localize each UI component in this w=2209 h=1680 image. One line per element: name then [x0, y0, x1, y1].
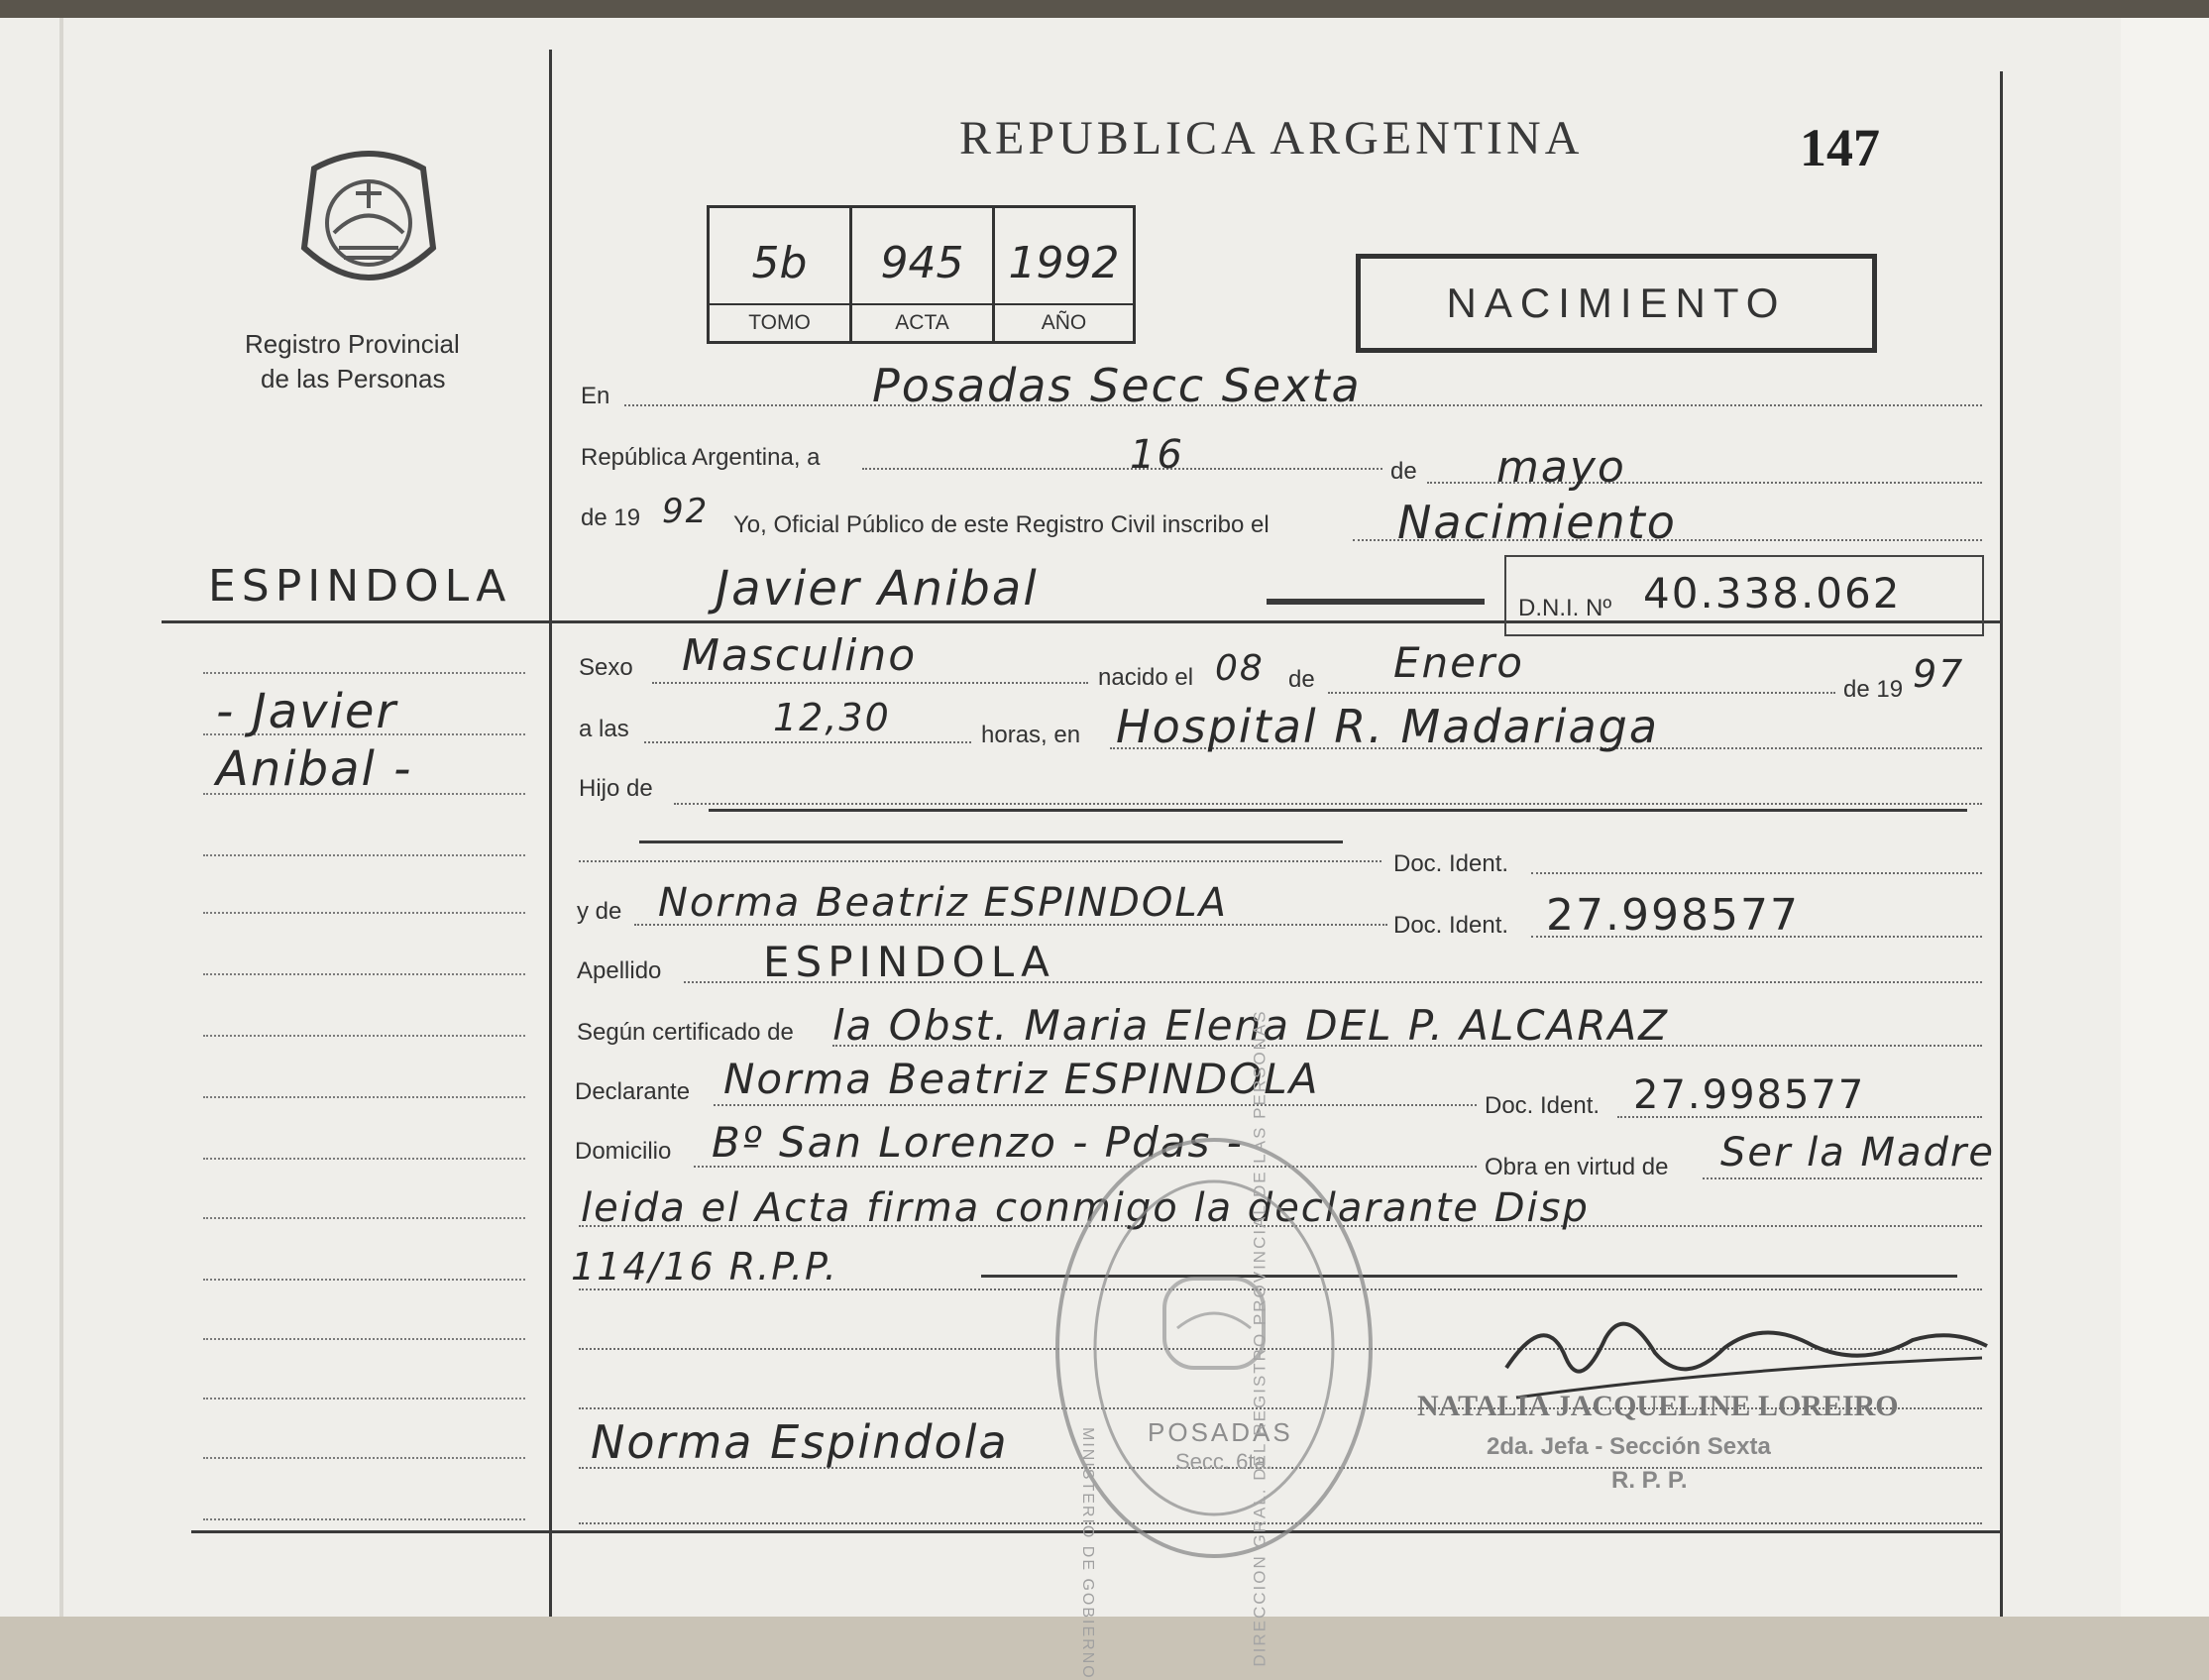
en-value: Posadas Secc Sexta	[872, 359, 1362, 412]
certificado-value: la Obst. Maria Elena DEL P. ALCARAZ	[832, 1001, 1670, 1050]
dni-label: D.N.I. Nº	[1518, 595, 1612, 621]
mother-value: Norma Beatriz ESPINDOLA	[658, 880, 1228, 926]
margin-line	[203, 672, 525, 674]
margin-line	[203, 912, 525, 914]
horas-label: horas, en	[981, 722, 1081, 748]
page-edge	[2121, 18, 2209, 1617]
de19-label-2: de 19	[1843, 676, 1904, 703]
domicilio-value: Bº San Lorenzo - Pdas -	[712, 1118, 1244, 1167]
doc-ident-label-3: Doc. Ident.	[1485, 1092, 1601, 1119]
record-box	[707, 205, 1136, 344]
margin-line	[203, 1158, 525, 1160]
father-doc-dotline	[1531, 872, 1982, 874]
column-divider	[549, 50, 552, 1617]
hijo-dotline	[674, 803, 1982, 805]
record-type-box: NACIMIENTO	[1356, 254, 1877, 353]
day-value: 16	[1130, 432, 1184, 478]
doc-ident-label-2: Doc. Ident.	[1393, 912, 1509, 939]
hour-dotline	[644, 741, 971, 743]
margin-line	[203, 1518, 525, 1520]
margin-line	[203, 1457, 525, 1459]
dni-box	[1504, 555, 1984, 636]
apellido-label: Apellido	[577, 957, 662, 984]
hijo-strike	[709, 809, 1967, 812]
mother-doc: 27.998577	[1546, 890, 1800, 941]
mother-signature: Norma Espindola	[591, 1415, 1009, 1469]
year-suffix: 92	[662, 492, 710, 531]
republica-label: República Argentina, a	[581, 444, 821, 471]
declarante-label: Declarante	[575, 1078, 691, 1105]
margin-line	[203, 1398, 525, 1400]
yde-label: y de	[577, 898, 622, 925]
page-number: 147	[1800, 118, 1880, 177]
stamp-city: POSADAS	[1148, 1417, 1293, 1447]
name-strike	[1267, 599, 1485, 605]
oficial-text: Yo, Oficial Público de este Registro Civil inscribo el	[733, 511, 1270, 538]
declarante-value: Norma Beatriz ESPINDOLA	[723, 1055, 1320, 1103]
place-value: Hospital R. Madariaga	[1116, 700, 1660, 753]
registry-line-1: Registro Provincial	[245, 329, 460, 359]
margin-line	[203, 1279, 525, 1281]
nacido-label: nacido el	[1098, 664, 1194, 691]
inscribo-value: Nacimiento	[1397, 496, 1677, 549]
registry-line-2: de las Personas	[261, 364, 446, 393]
apellido-value: ESPINDOLA	[763, 938, 1055, 986]
de-label-2: de	[1288, 666, 1315, 693]
obra-value: Ser la Madre	[1720, 1130, 1995, 1176]
anio-label: AÑO	[1041, 311, 1087, 334]
hour-value: 12,30	[773, 696, 891, 739]
de19-label: de 19	[581, 504, 641, 531]
official-stamp-icon	[1050, 1130, 1378, 1566]
sexo-dotline	[652, 682, 1088, 684]
hijo-label: Hijo de	[579, 775, 653, 802]
margin-line-2: Anibal -	[216, 741, 413, 797]
margin-line	[203, 1096, 525, 1098]
tomo-label: TOMO	[748, 311, 811, 334]
birth-year-suffix: 97	[1913, 652, 1965, 696]
birth-day: 08	[1215, 648, 1265, 689]
acta-value: 945	[880, 238, 964, 288]
margin-line	[203, 973, 525, 975]
official-name: NATALIA JACQUELINE LOREIRO	[1417, 1390, 1899, 1422]
margin-surname: ESPINDOLA	[208, 561, 512, 612]
name-value: Javier Anibal	[716, 561, 1039, 616]
misiones-seal-icon	[294, 139, 443, 297]
de-label: de	[1390, 458, 1417, 485]
stamp-inner-text: MINISTERIO DE GOBIERNO	[1079, 1427, 1096, 1680]
alas-label: a las	[579, 716, 629, 742]
document-title: REPUBLICA ARGENTINA	[959, 112, 1584, 165]
obra-dotline	[1703, 1177, 1982, 1179]
top-band	[0, 0, 2209, 20]
tomo-cell	[710, 208, 852, 341]
sexo-label: Sexo	[579, 654, 633, 681]
acta-label: ACTA	[895, 311, 949, 334]
sexo-value: Masculino	[682, 630, 918, 681]
note-line-2: 114/16 R.P.P.	[571, 1245, 838, 1288]
page-fold	[59, 18, 63, 1617]
father-dotline	[579, 860, 1381, 862]
margin-line	[203, 1338, 525, 1340]
margin-line	[203, 854, 525, 856]
declarante-dotline	[714, 1104, 1477, 1106]
stamp-ring-text: DIRECCION GRAL. DEL REGISTRO PROVINCIAL DE LAS PERSONAS	[1250, 1009, 1270, 1667]
birth-month-dotline	[1328, 692, 1835, 694]
birth-month: Enero	[1393, 638, 1524, 687]
certificado-label: Según certificado de	[577, 1019, 794, 1046]
official-org: R. P. P.	[1611, 1467, 1688, 1494]
anio-value: 1992	[1008, 238, 1120, 288]
domicilio-label: Domicilio	[575, 1138, 672, 1165]
dni-value: 40.338.062	[1643, 569, 1902, 617]
declarante-doc: 27.998577	[1633, 1072, 1866, 1118]
margin-line-1: - Javier	[216, 684, 398, 739]
margin-line	[203, 1217, 525, 1219]
tomo-value: 5b	[751, 238, 808, 288]
republica-dotline	[862, 468, 1382, 470]
father-strike	[639, 840, 1343, 843]
acta-cell	[852, 208, 995, 341]
stamp-section: Secc. 6ta.	[1175, 1449, 1272, 1474]
official-title: 2da. Jefa - Sección Sexta	[1487, 1433, 1771, 1460]
doc-ident-label: Doc. Ident.	[1393, 850, 1509, 877]
month-value: mayo	[1496, 442, 1626, 493]
margin-line	[203, 1035, 525, 1037]
note-line-1: leida el Acta firma conmigo la declarante Disp	[581, 1185, 1590, 1231]
anio-cell	[995, 208, 1133, 341]
en-label: En	[581, 383, 610, 409]
obra-label: Obra en virtud de	[1485, 1154, 1669, 1180]
